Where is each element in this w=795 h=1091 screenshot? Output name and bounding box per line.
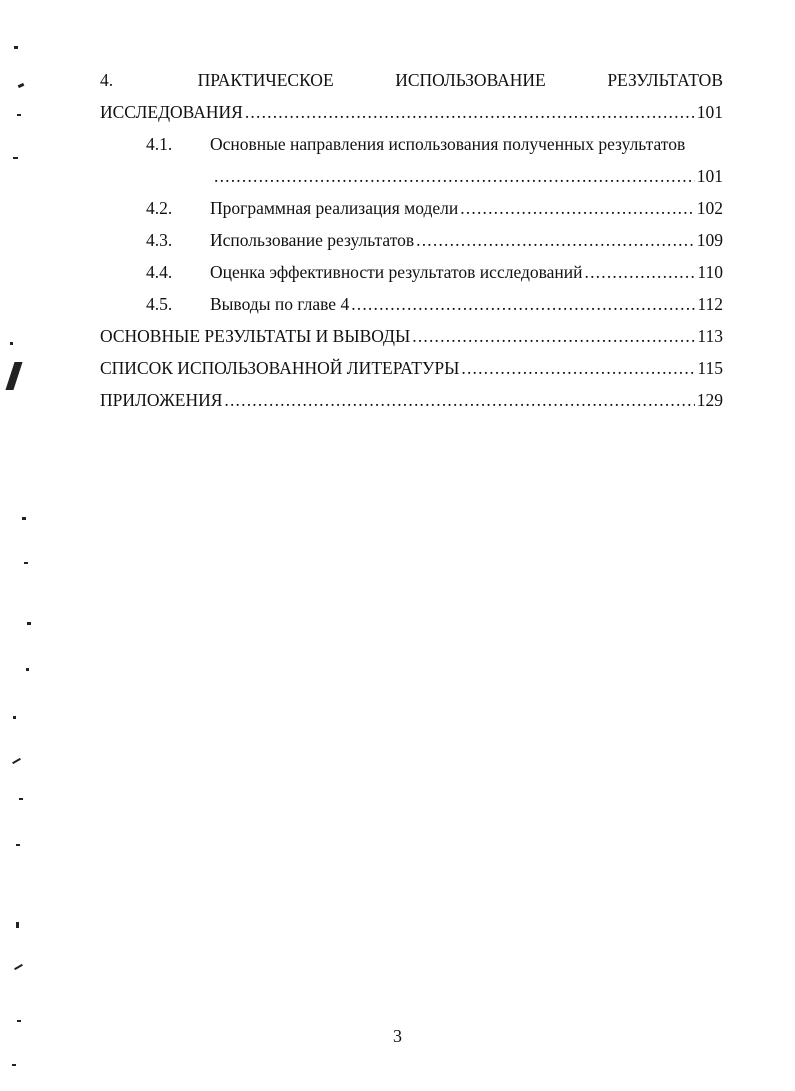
toc-section-4-1-leader-line (212, 164, 723, 188)
toc-page-number: 109 (696, 230, 723, 250)
scan-speck (14, 46, 18, 49)
toc-chapter-word: РЕЗУЛЬТАТОВ (607, 70, 723, 90)
scan-speck (18, 83, 25, 88)
scan-speck (13, 716, 16, 719)
toc-section-title: Программная реализация модели (210, 198, 459, 218)
toc-section-number: 4.1. (146, 134, 173, 154)
toc-leader (224, 388, 694, 412)
toc-entry-title: ИССЛЕДОВАНИЯ (100, 102, 243, 122)
toc-section-4-2 (100, 196, 723, 220)
toc-section-4-4 (100, 260, 723, 284)
scan-speck (22, 517, 26, 520)
scan-speck (12, 1064, 16, 1066)
scan-speck (14, 964, 23, 970)
scan-speck (17, 114, 21, 116)
toc-entry-main-results (100, 324, 723, 348)
toc-chapter-word: ПРАКТИЧЕСКОЕ (197, 70, 334, 90)
scan-speck (16, 922, 19, 928)
toc-section-title: Использование результатов (210, 230, 415, 250)
scan-speck (24, 562, 28, 564)
scan-speck (17, 1020, 21, 1022)
toc-section-title: Выводы по главе 4 (210, 294, 350, 314)
toc-leader (245, 100, 695, 124)
scan-speck (16, 844, 20, 846)
toc-section-4-5 (100, 292, 723, 316)
toc-leader (460, 196, 695, 220)
toc-page-number: 129 (696, 390, 723, 410)
toc-entry-appendices (100, 388, 723, 412)
toc-section-number: 4.2. (146, 198, 173, 218)
toc-chapter-word: ИСПОЛЬЗОВАНИЕ (395, 70, 546, 90)
toc-section-number: 4.4. (146, 262, 173, 282)
toc-entry-references (100, 356, 723, 380)
toc-page-number: 113 (697, 326, 723, 346)
scan-speck (12, 758, 21, 764)
toc-leader (214, 164, 695, 188)
toc-page-number: 101 (696, 102, 723, 122)
toc-leader (412, 324, 695, 348)
scan-speck (19, 798, 23, 800)
scan-speck (13, 157, 18, 159)
toc-leader (585, 260, 696, 284)
toc-page-number: 102 (696, 198, 723, 218)
scan-speck (10, 342, 13, 345)
toc-entry-title: СПИСОК ИСПОЛЬЗОВАННОЙ ЛИТЕРАТУРЫ (100, 358, 460, 378)
toc-section-4-3 (100, 228, 723, 252)
toc-leader (461, 356, 695, 380)
toc-section-number: 4.5. (146, 294, 173, 314)
scan-blot (5, 362, 22, 390)
toc-page-number: 110 (697, 262, 723, 282)
toc-entry-title: ПРИЛОЖЕНИЯ (100, 390, 223, 410)
scan-speck (27, 622, 31, 625)
page-number: 3 (393, 1026, 402, 1046)
toc-page-number: 112 (697, 294, 723, 314)
scan-speck (26, 668, 29, 671)
toc-leader (416, 228, 695, 252)
toc-page-number: 101 (696, 166, 723, 186)
toc-chapter-number: 4. (100, 70, 114, 90)
toc-chapter-4-continuation (100, 100, 723, 124)
toc-section-4-1 (100, 132, 723, 156)
toc-leader (351, 292, 695, 316)
toc-section-title: Основные направления использования полученных результатов (210, 134, 686, 154)
toc-section-title: Оценка эффективности результатов исследований (210, 262, 583, 282)
toc-section-number: 4.3. (146, 230, 173, 250)
toc-entry-title: ОСНОВНЫЕ РЕЗУЛЬТАТЫ И ВЫВОДЫ (100, 326, 411, 346)
toc-page-number: 115 (697, 358, 723, 378)
toc-chapter-4-heading (100, 68, 723, 92)
